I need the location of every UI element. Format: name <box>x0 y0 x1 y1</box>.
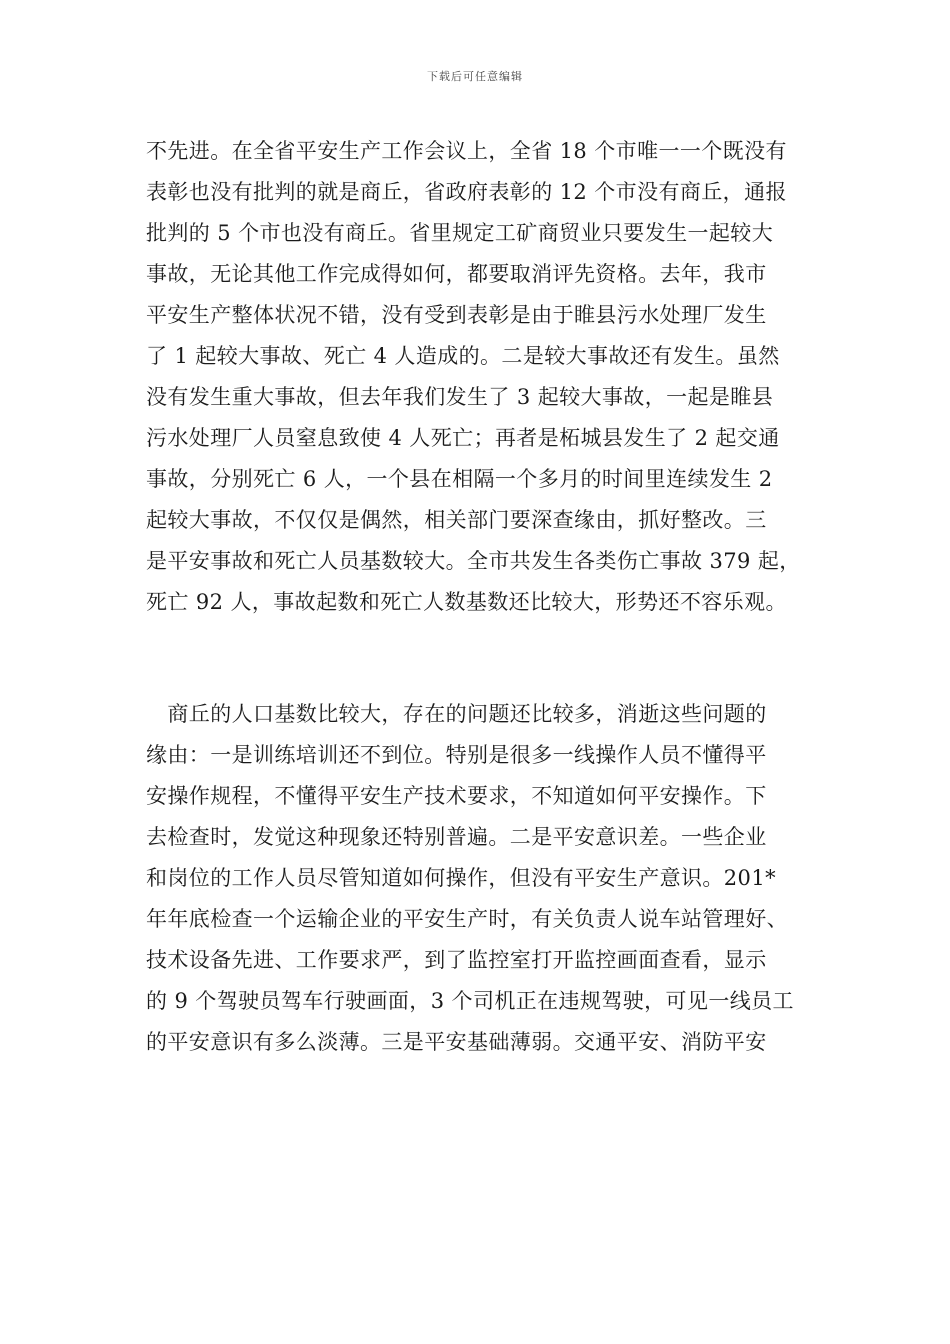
paragraph-2 <box>146 694 814 1063</box>
text-line: 不先进。在全省平安生产工作会议上，全省 18 个市唯一一个既没有 <box>146 139 787 163</box>
text-line: 事故，分别死亡 6 人，一个县在相隔一个多月的时间里连续发生 2 <box>146 467 773 491</box>
text-line: 年年底检查一个运输企业的平安生产时，有关负责人说车站管理好、 <box>146 907 788 931</box>
text-line: 平安生产整体状况不错，没有受到表彰是由于睢县污水处理厂发生 <box>146 303 767 327</box>
text-line: 技术设备先进、工作要求严，到了监控室打开监控画面查看，显示 <box>146 948 767 972</box>
text-line: 没有发生重大事故，但去年我们发生了 3 起较大事故，一起是睢县 <box>146 385 774 409</box>
text-line: 是平安事故和死亡人员基数较大。全市共发生各类伤亡事故 379 起， <box>146 549 801 573</box>
page-header: 下载后可任意编辑 <box>427 70 523 83</box>
document-body <box>146 131 814 1063</box>
text-line: 起较大事故，不仅仅是偶然，相关部门要深查缘由，抓好整改。三 <box>146 508 767 532</box>
text-line: 表彰也没有批判的就是商丘，省政府表彰的 12 个市没有商丘，通报 <box>146 180 787 204</box>
text-line: 事故，无论其他工作完成得如何，都要取消评先资格。去年，我市 <box>146 262 767 286</box>
text-line: 死亡 92 人，事故起数和死亡人数基数还比较大，形势还不容乐观。 <box>146 590 787 614</box>
paragraph-1 <box>146 131 814 623</box>
text-line: 和岗位的工作人员尽管知道如何操作，但没有平安生产意识。201* <box>146 866 776 890</box>
text-line: 了 1 起较大事故、死亡 4 人造成的。二是较大事故还有发生。虽然 <box>146 344 780 368</box>
text-line: 商丘的人口基数比较大，存在的问题还比较多，消逝这些问题的 <box>146 702 767 726</box>
text-line: 安操作规程，不懂得平安生产技术要求，不知道如何平安操作。下 <box>146 784 767 808</box>
text-line: 缘由：一是训练培训还不到位。特别是很多一线操作人员不懂得平 <box>146 743 767 767</box>
text-line: 的 9 个驾驶员驾车行驶画面，3 个司机正在违规驾驶，可见一线员工 <box>146 989 794 1013</box>
paragraph-gap <box>146 623 814 694</box>
text-line: 去检查时，发觉这种现象还特别普遍。二是平安意识差。一些企业 <box>146 825 767 849</box>
text-line: 批判的 5 个市也没有商丘。省里规定工矿商贸业只要发生一起较大 <box>146 221 774 245</box>
text-line: 的平安意识有多么淡薄。三是平安基础薄弱。交通平安、消防平安 <box>146 1030 767 1054</box>
text-line: 污水处理厂人员窒息致使 4 人死亡；再者是柘城县发生了 2 起交通 <box>146 426 780 450</box>
